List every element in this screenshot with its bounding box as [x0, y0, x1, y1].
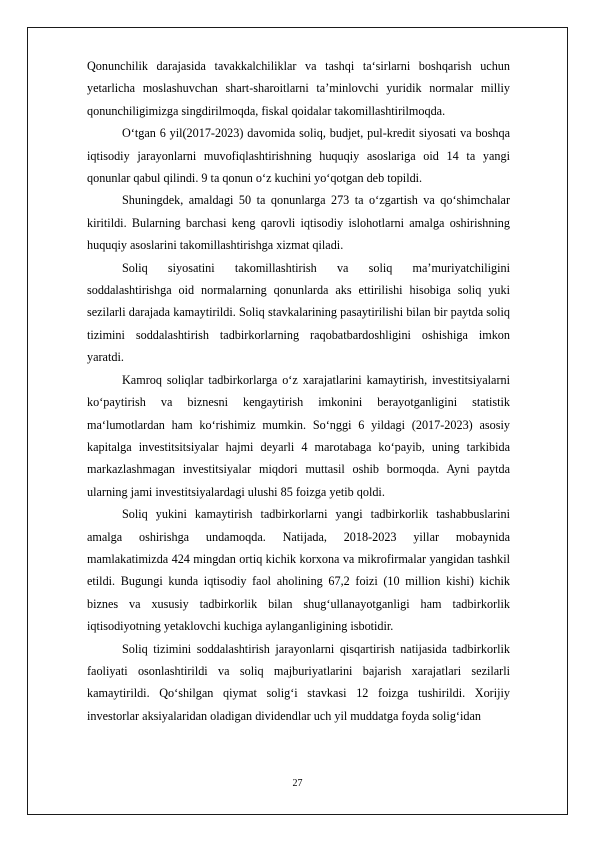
paragraph-2: O‘tgan 6 yil(2017-2023) davomida soliq, budjet, pul-kredit siyosati va boshqa iqtisodiy jarayonlarni muvofiqlashtirishning huquqiy asoslariga oid 14 ta yangi qonunlar qabul qilindi. 9 ta qonun o‘z kuchini yo‘qotgan deb topildi.	[87, 126, 510, 186]
paragraph-4: Soliq siyosatini takomillashtirish va soliq ma’muriyatchiligini soddalashtirishga oid normalarning qonunlarda aks ettirilishi hisobiga soliq yuki sezilarli darajada kamaytirildi. Soliq stavkalarining pasaytirilishi bilan bir paytda soliq tizimini soddalashtirish tadbirkorlarning raqobatbardoshligini oshishiga imkon yaratdi.	[87, 260, 510, 365]
paragraph-7: Soliq tizimini soddalashtirish jarayonlarni qisqartirish natijasida tadbirkorlik faoliyati osonlashtirildi va soliq majburiyatlarini bajarish xarajatlari sezilarli kamaytirildi. Qo‘shilgan qiymat solig‘i stavkasi 12 foizga tushirildi. Xorijiy investorlar aksiyalaridan oladigan dividendlar uch yil muddatga foyda solig‘idan	[87, 641, 510, 723]
document-body	[87, 55, 510, 727]
paragraph-6: Soliq yukini kamaytirish tadbirkorlarni yangi tadbirkorlik tashabbuslarini amalga oshirishga undamoqda. Natijada, 2018-2023 yillar mobaynida mamlakatimizda 424 mingdan ortiq kichik korxona va mikrofirmalar yangidan tashkil etildi. Bugungi kunda iqtisodiy faol aholining 67,2 foizi (10 million kishi) kichik biznes va xususiy tadbirkorlik bilan shug‘ullanayotganligi ham tadbirkorlik iqtisodiyotning yetaklovchi kuchiga aylanganligining isbotidir.	[87, 507, 510, 634]
page-number: 27	[292, 778, 303, 789]
paragraph-3: Shuningdek, amaldagi 50 ta qonunlarga 273 ta o‘zgartish va qo‘shimchalar kiritildi. Bularning barchasi keng qarovli iqtisodiy islohotlarni amalga oshirishning huquqiy asoslarini takomillashtirishga xizmat qiladi.	[87, 193, 510, 253]
paragraph-5: Kamroq soliqlar tadbirkorlarga o‘z xarajatlarini kamaytirish, investitsiyalarni ko‘paytirish va biznesni kengaytirish imkonini berayotganligini statistik ma‘lumotlardan ham ko‘rishimiz mumkin. So‘nggi 6 yildagi (2017-2023) asosiy kapitalga investitsitsiyalar hajmi deyarli 4 marotabaga ko‘payib, uning tarkibida markazlashmagan investitsiyalar miqdori muttasil oshib bormoqda. Ayni paytda ularning jami investitsiyalardagi ulushi 85 foizga yetib qoldi.	[87, 372, 510, 499]
paragraph-1: Qonunchilik darajasida tavakkalchiliklar va tashqi ta‘sirlarni boshqarish uchun yetarlicha moslashuvchan shart-sharoitlarni ta’minlovchi yuridik normalar milliy qonunchiligimizga singdirilmoqda, fiskal qoidalar takomillashtirilmoqda.	[87, 59, 510, 118]
